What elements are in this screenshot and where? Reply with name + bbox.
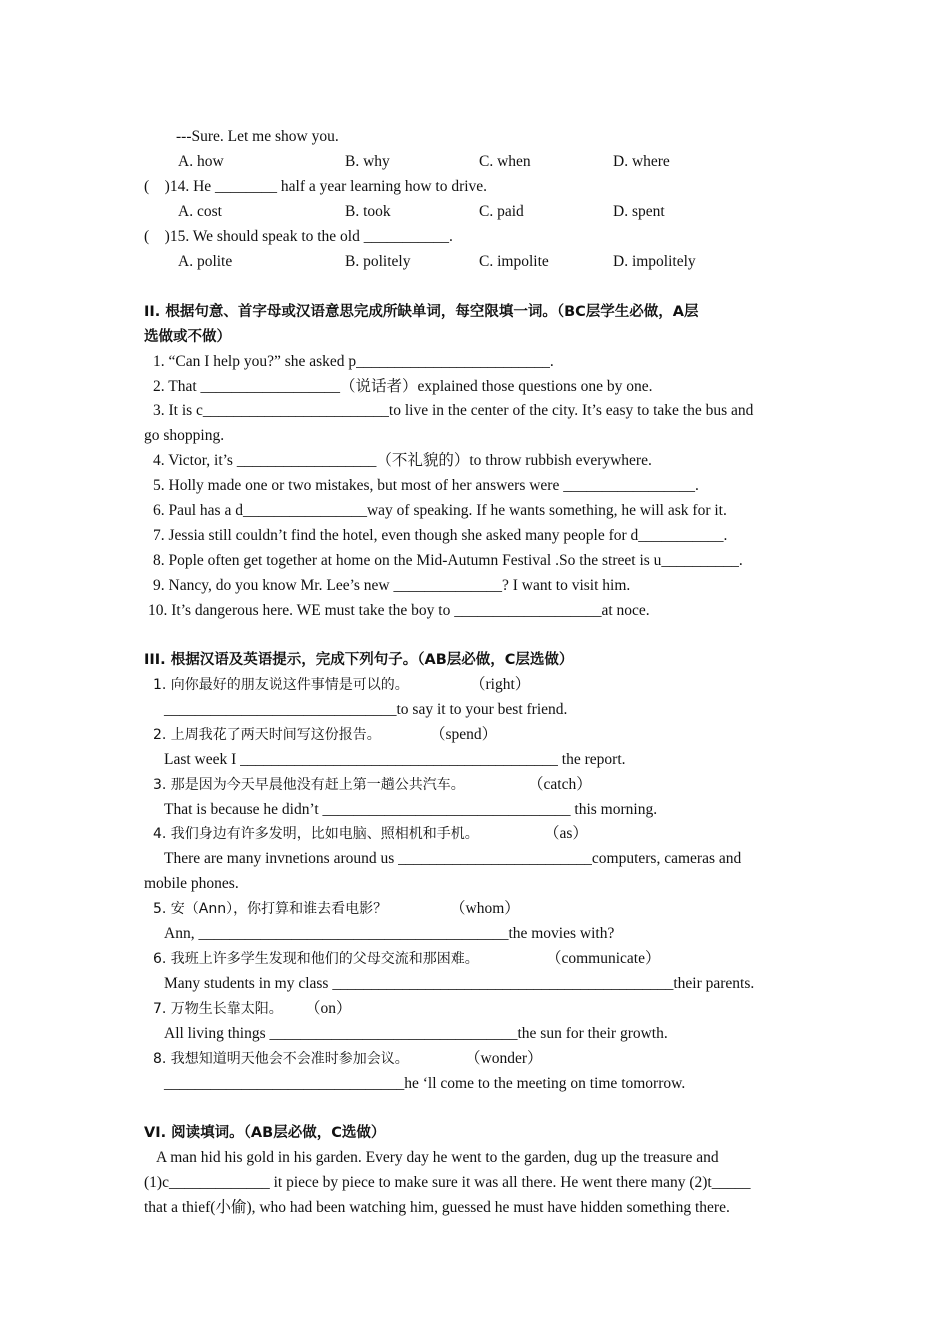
s2-item-6: 6. Paul has a d________________way of speaking. If he wants something, he will ask for it. <box>153 502 727 519</box>
s3-item-8-hint: （wonder） <box>465 1050 543 1067</box>
q13-option-b: B. why <box>345 153 390 170</box>
q13-option-a: A. how <box>178 153 224 170</box>
q14-option-c: C. paid <box>479 203 524 220</box>
q15-option-a: A. polite <box>178 253 233 270</box>
s3-item-6-english: Many students in my class ____________________________________________their parents. <box>164 975 755 992</box>
s2-item-4: 4. Victor, it’s __________________（不礼貌的）to throw rubbish everywhere. <box>153 452 652 469</box>
s2-item-8: 8. Pople often get together at home on the Mid-Autumn Festival .So the street is u__________. <box>153 552 743 569</box>
section2-heading: II. 根据句意、首字母或汉语意思完成所缺单词，每空限填一词。（BC层学生必做，A层 <box>144 304 699 320</box>
s3-item-7-english: All living things ________________________________the sun for their growth. <box>164 1025 668 1042</box>
s3-item-5-english: Ann, ________________________________________the movies with? <box>164 925 615 942</box>
q15-option-b: B. politely <box>345 253 411 270</box>
q15-option-d: D. impolitely <box>613 253 696 270</box>
s2-item-5: 5. Holly made one or two mistakes, but most of her answers were _________________. <box>153 477 699 494</box>
s3-item-7-hint: （on） <box>305 1000 352 1017</box>
s3-item-1-hint: （right） <box>470 676 531 693</box>
q13-option-c: C. when <box>479 153 531 170</box>
s3-item-6-chinese: 6. 我班上许多学生发现和他们的父母交流和那困难。 <box>153 951 479 967</box>
q15-option-c: C. impolite <box>479 253 549 270</box>
reading-passage-line-1: A man hid his gold in his garden. Every day he went to the garden, dug up the treasure and <box>156 1149 719 1166</box>
section4-heading: VI. 阅读填词。（AB层必做，C选做） <box>144 1125 386 1141</box>
s3-item-4-english: There are many invnetions around us _________________________computers, cameras and <box>164 850 742 867</box>
s3-item-3-hint: （catch） <box>528 776 592 793</box>
s3-item-7-chinese: 7. 万物生长靠太阳。 <box>153 1001 283 1017</box>
s3-item-2-hint: （spend） <box>430 726 498 743</box>
s3-item-1-english: ______________________________to say it to your best friend. <box>164 701 568 718</box>
s3-item-5-chinese: 5. 安（Ann），你打算和谁去看电影？ <box>153 901 388 917</box>
section2-heading-cont: 选做或不做） <box>144 329 231 345</box>
q14-option-a: A. cost <box>178 203 222 220</box>
q13-tail: ---Sure. Let me show you. <box>176 128 339 145</box>
section3-heading: III. 根据汉语及英语提示，完成下列句子。（AB层必做，C层选做） <box>144 652 574 668</box>
q13-option-d: D. where <box>613 153 670 170</box>
s3-item-4-english-cont: mobile phones. <box>144 875 239 892</box>
s3-item-8-chinese: 8. 我想知道明天他会不会准时参加会议。 <box>153 1051 409 1067</box>
s2-item-9: 9. Nancy, do you know Mr. Lee’s new ______________? I want to visit him. <box>153 577 631 594</box>
s3-item-3-chinese: 3. 那是因为今天早晨他没有赶上第一趟公共汽车。 <box>153 777 465 793</box>
s3-item-4-chinese: 4. 我们身边有许多发明，比如电脑、照相机和手机。 <box>153 826 479 842</box>
s2-item-3-cont: go shopping. <box>144 427 225 444</box>
s2-item-1: 1. “Can I help you?” she asked p_________________________. <box>153 353 554 370</box>
s3-item-6-hint: （communicate） <box>546 950 661 967</box>
s2-item-7: 7. Jessia still couldn’t find the hotel, even though she asked many people for d___________. <box>153 527 728 544</box>
s3-item-3-english: That is because he didn’t ________________________________ this morning. <box>164 801 658 818</box>
s3-item-8-english: _______________________________he ‘ll come to the meeting on time tomorrow. <box>164 1075 686 1092</box>
s2-item-10: 10. It’s dangerous here. WE must take the boy to ___________________at noce. <box>148 602 650 619</box>
s2-item-2: 2. That __________________（说话者）explained those questions one by one. <box>153 378 653 395</box>
q14-option-d: D. spent <box>613 203 665 220</box>
reading-passage-line-2: (1)c_____________ it piece by piece to make sure it was all there. He went there many (2)t_____ <box>144 1174 751 1191</box>
s2-item-3: 3. It is c________________________to live in the center of the city. It’s easy to take the bus and <box>153 402 754 419</box>
s3-item-2-english: Last week I _________________________________________ the report. <box>164 751 626 768</box>
q14-option-b: B. took <box>345 203 391 220</box>
s3-item-2-chinese: 2. 上周我花了两天时间写这份报告。 <box>153 727 381 743</box>
q14-question: ( )14. He ________ half a year learning how to drive. <box>144 178 488 195</box>
s3-item-5-hint: （whom） <box>450 900 520 917</box>
s3-item-4-hint: （as） <box>544 825 588 842</box>
s3-item-1-chinese: 1. 向你最好的朋友说这件事情是可以的。 <box>153 677 409 693</box>
q15-question: ( )15. We should speak to the old ___________. <box>144 228 453 245</box>
reading-passage-line-3: that a thief(小偷), who had been watching him, guessed he must have hidden something there. <box>144 1199 730 1216</box>
